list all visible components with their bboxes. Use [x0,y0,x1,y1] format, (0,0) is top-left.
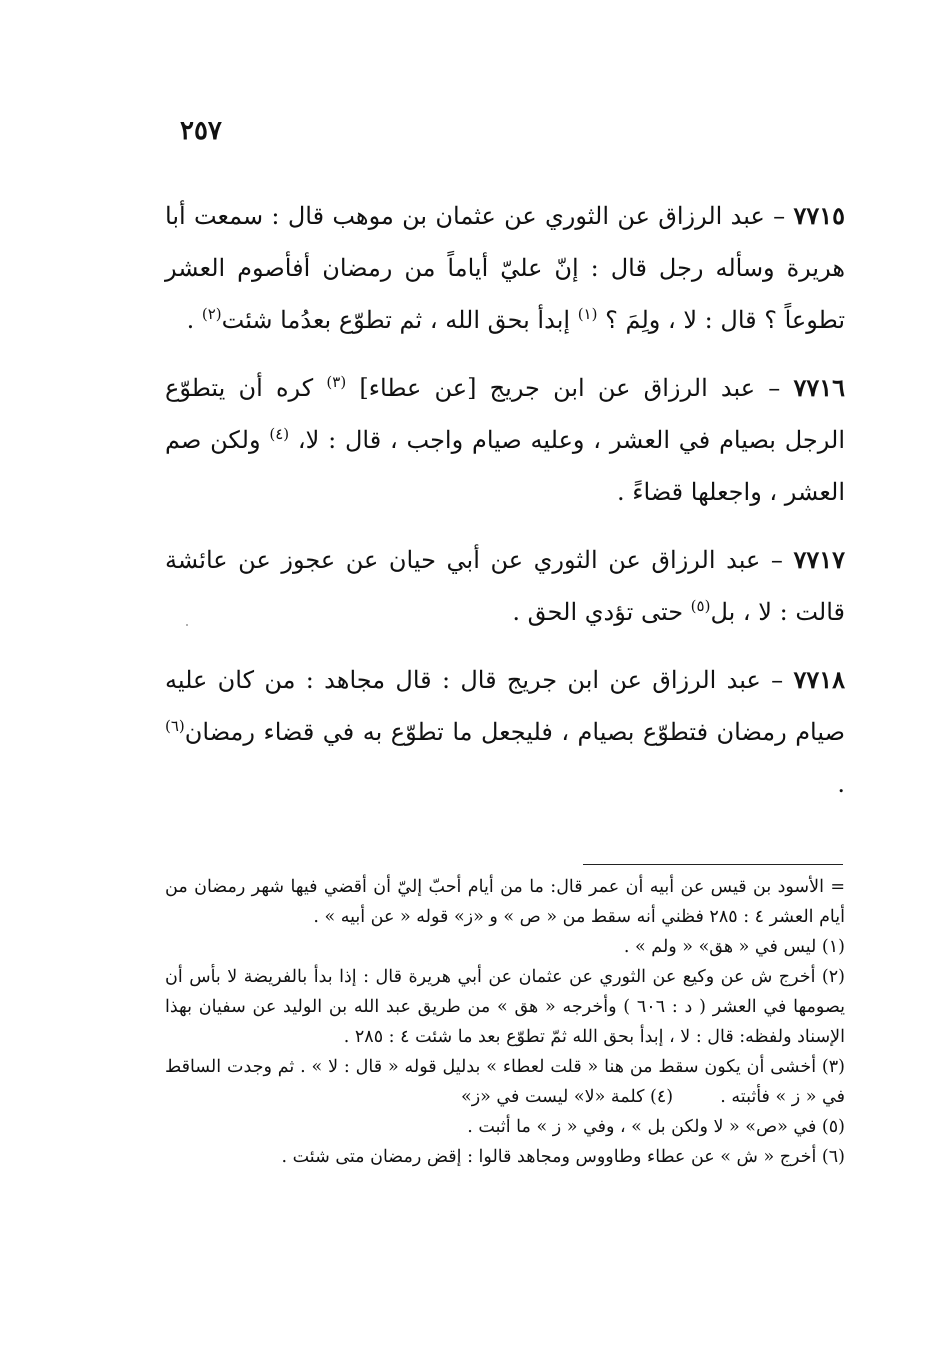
entry-7718 [165,654,845,810]
entry-text: كره أن يتطوّع الرجل بصيام في العشر ، وعليه صيام واجب ، قال : لا، [165,374,845,454]
entry-text: . [837,770,845,798]
entry-7716 [165,362,845,518]
footnote-5: (٥) في «ص» « لا ولكن بل » ، وفي « ز » ما أثبت . [467,1117,845,1137]
entry-number: ٧٧١٧ [793,545,845,574]
page-number: ٢٥٧ [180,116,222,146]
footnote-ref: (٤) [269,425,290,443]
entry-text: – عبد الرزاق عن ابن جريج [عن عطاء] [346,374,794,402]
footnotes [165,872,845,1172]
footnote-1: (١) ليس في « هق» « ولم » . [623,937,845,957]
entry-text: – عبد الرزاق عن الثوري عن أبي حيان عن عجوز عن عائشة قالت : لا ، بل [165,546,845,626]
scan-speck [186,624,188,626]
footnote-continuation: = الأسود بن قيس عن أبيه أن عمر قال: ما من أيام أحبّ إليّ أن أقضي فيها شهر رمضان من أيام العشر ٤ : ٢٨٥ فظني أنه سقط من « ص » و «ز» قوله « عن أبيه » . [165,877,845,927]
entry-text: ولكن صم العشر ، واجعلها قضاءً . [165,426,845,506]
footnote-2: (٢) أخرج ش عن وكيع عن الثوري عن عثمان عن أبي هريرة قال : إذا بدأ بالفريضة لا بأس أن يصومها في العشر ( د : ٦٠٦ ) وأخرجه « هق » من طريق عبد الله بن الوليد عن سفيان بهذا الإسناد ولفظه: قال : لا ، إبدأ بحق الله ثمّ تطوّع بعد ما شئت ٤ : ٢٨٥ . [165,967,846,1047]
footnote-divider [583,864,843,865]
footnote-6: (٦) أخرج « ش » عن عطاء وطاووس ومجاهد قالوا : إقض رمضان متى شئت . [281,1147,845,1167]
footnote-ref: (٦) [165,717,185,735]
entry-text: – عبد الرزاق عن الثوري عن عثمان بن موهب قال : سمعت أبا هريرة وسأله رجل قال : إنّ عليّ أياماً من رمضان أفأصوم العشر تطوعاً ؟ قال : لا ، ولِمَ ؟ [165,202,845,334]
entry-number: ٧٧١٨ [793,665,845,694]
entry-7717 [165,534,845,638]
entry-text: . [186,306,202,334]
footnote-3-4 [165,1052,845,1112]
main-text [165,190,845,826]
entry-7715 [165,190,845,346]
footnote-3: (٣) أخشى أن يكون سقط من هنا « قلت لعطاء » بدليل قوله « قال : لا » . ثم وجدت الساقط في « ز » فأثبته . [165,1057,845,1107]
footnote-ref: (٥) [690,597,711,615]
entry-number: ٧٧١٦ [793,373,845,402]
entry-text: إبدأ بحق الله ، ثم تطوّع بعدُما شئت [221,306,578,334]
footnote-ref: (١) [577,305,598,323]
footnote-ref: (٣) [326,373,347,391]
entry-text: حتى تؤدي الحق . [512,598,691,626]
entry-text: – عبد الرزاق عن ابن جريج قال : قال مجاهد : من كان عليه صيام رمضان فتطوّع بصيام ، فليجعل ما تطوّع به في قضاء رمضان [165,666,845,746]
entry-number: ٧٧١٥ [793,201,845,230]
footnote-ref: (٢) [201,305,222,323]
footnote-4: (٤) كلمة «لا» ليست في «ز» [461,1087,674,1107]
